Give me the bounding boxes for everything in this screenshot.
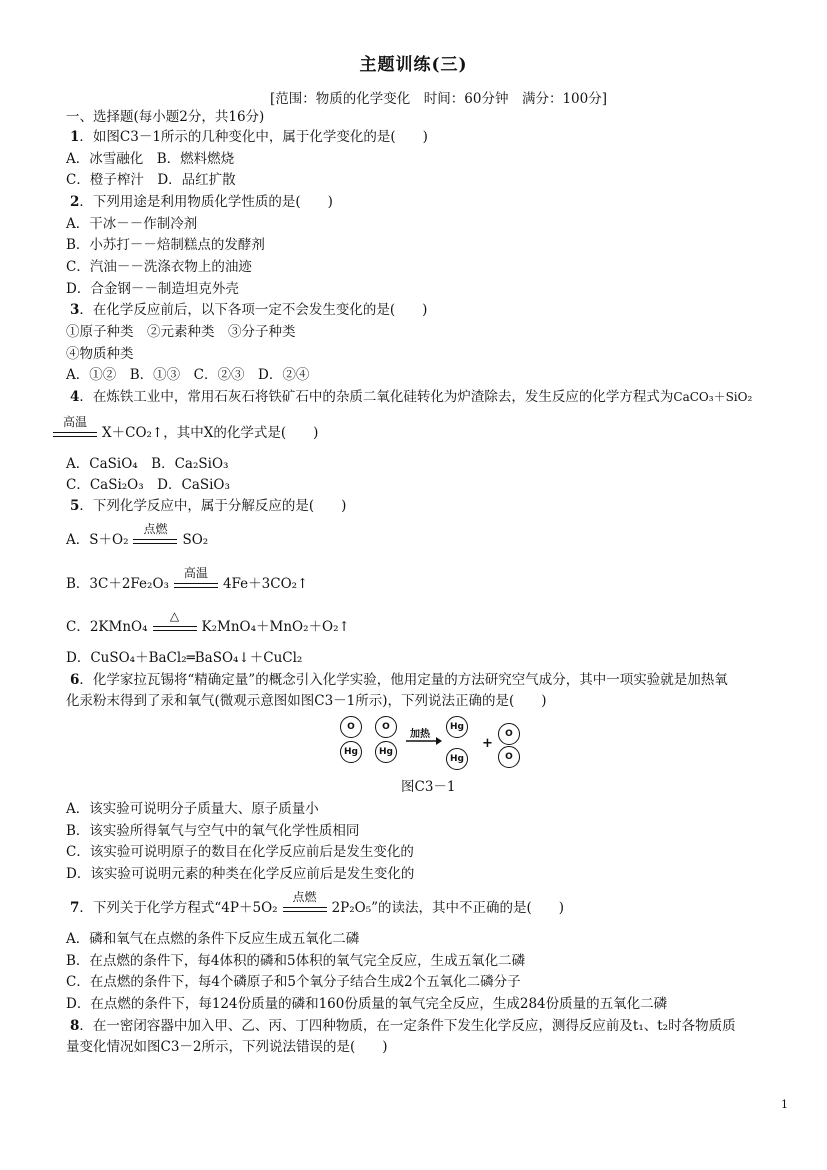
- question-1: [70, 128, 428, 146]
- question-4: [70, 388, 752, 406]
- option-a: A．干冰－－作制冷剂: [66, 216, 198, 232]
- option-c: [66, 608, 350, 636]
- question-number: 8: [70, 1018, 80, 1034]
- page-title: 主题训练(三): [359, 55, 468, 75]
- reaction-arrow: [153, 608, 197, 635]
- equation-right: SO₂: [182, 532, 209, 548]
- question-number: 5: [70, 498, 80, 514]
- heat-label: 加热: [410, 729, 430, 740]
- option-d: D．合金钢－－制造坦克外壳: [66, 281, 239, 297]
- question-stem: ．化学家拉瓦锡将“精确定量”的概念引入化学实验，他用定量的方法研究空气成分，其中一项实验就是加热氧: [79, 672, 728, 688]
- equation-line: [48, 414, 319, 442]
- question-stem: ．在炼铁工业中，常用石灰石将铁矿石中的杂质二氧化硅转化为炉渣除去，发生反应的化学方程式为: [79, 389, 674, 405]
- reaction-condition: 点燃: [143, 521, 168, 536]
- reaction-arrow: [133, 521, 177, 548]
- reaction-arrow: [53, 414, 97, 441]
- section-heading: 一、选择题(每小题2分，共16分): [66, 109, 265, 125]
- page-number: 1: [781, 1098, 788, 1111]
- equation-right: 4Fe＋3CO₂↑: [222, 576, 309, 592]
- question-5: [70, 497, 346, 515]
- oxygen-atom: O: [498, 723, 520, 745]
- question-number: 2: [70, 194, 80, 210]
- question-8: [70, 1017, 736, 1035]
- reaction-condition: 高温: [62, 414, 87, 429]
- question-number: 3: [70, 302, 80, 318]
- option-b: [66, 565, 309, 593]
- option-line: A．CaSiO₄ B．Ca₂SiO₃: [66, 456, 229, 472]
- question-stem-continued: 化汞粉末得到了汞和氧气(微观示意图如图C3－1所示)，下列说法正确的是( ): [66, 693, 547, 709]
- option-d: D．该实验可说明元素的种类在化学反应前后是发生变化的: [66, 866, 415, 882]
- figure-caption: 图C3－1: [401, 779, 456, 795]
- option-a: A．该实验可说明分子质量大、原子质量小: [66, 801, 319, 817]
- mercury-atom: Hg: [446, 748, 468, 770]
- question-stem-continued: 量变化情况如图C3－2所示，下列说法错误的是( ): [66, 1039, 388, 1055]
- option-c: C．汽油－－洗涤衣物上的油迹: [66, 259, 252, 275]
- option-c: C．该实验可说明原子的数目在化学反应前后是发生变化的: [66, 844, 414, 860]
- option-b: B．在点燃的条件下，每4体积的磷和5体积的氧气完全反应，生成五氧化二磷: [66, 953, 526, 969]
- mercury-atom: Hg: [340, 741, 362, 763]
- oxygen-atom: O: [498, 746, 520, 768]
- plus-sign: +: [482, 736, 493, 751]
- question-stem: ．下列化学反应中，属于分解反应的是( ): [79, 498, 347, 514]
- mercury-atom: Hg: [446, 716, 468, 738]
- equation-reactants: CaCO₃＋SiO₂: [673, 390, 753, 404]
- option-c: C．在点燃的条件下，每4个磷原子和5个氧分子结合生成2个五氧化二磷分子: [66, 974, 521, 990]
- question-number: 4: [70, 389, 80, 405]
- reaction-condition: 高温: [183, 565, 208, 580]
- option-d: D．在点燃的条件下，每124份质量的磷和160份质量的氧气完全反应，生成284份质量的五氧化二磷: [66, 996, 668, 1012]
- option-line: C．CaSi₂O₃ D．CaSiO₃: [66, 477, 230, 493]
- equation-right: K₂MnO₄＋MnO₂＋O₂↑: [201, 619, 350, 635]
- question-stem: ．如图C3－1所示的几种变化中，属于化学变化的是( ): [79, 129, 428, 145]
- option-line: A．冰雪融化 B．燃料燃烧: [66, 151, 235, 167]
- option-line: A．①② B．①③ C．②③ D．②④: [66, 367, 310, 383]
- question-3: [70, 301, 427, 319]
- question-stem: ．在化学反应前后，以下各项一定不会发生变化的是( ): [79, 302, 428, 318]
- question-stem-end: 2P₂O₅”的读法，其中不正确的是( ): [331, 900, 565, 916]
- statement-line: ④物质种类: [66, 346, 134, 362]
- equation-left: B．3C＋2Fe₂O₃: [66, 576, 169, 592]
- option-d: D．CuSO₄＋BaCl₂═BaSO₄↓＋CuCl₂: [66, 650, 303, 666]
- option-a: A．磷和氧气在点燃的条件下反应生成五氧化二磷: [66, 931, 360, 947]
- reaction-arrow: [283, 889, 327, 916]
- oxygen-atom: O: [375, 716, 397, 738]
- question-6: [70, 671, 728, 689]
- question-number: 7: [70, 900, 80, 916]
- statement-line: ①原子种类 ②元素种类 ③分子种类: [66, 324, 296, 340]
- equation-left: A．S＋O₂: [66, 532, 129, 548]
- mercury-atom: Hg: [375, 741, 397, 763]
- arrow-icon: [406, 736, 442, 746]
- oxygen-atom: O: [340, 716, 362, 738]
- option-a: [66, 521, 209, 549]
- option-b: B．小苏打－－焙制糕点的发酵剂: [66, 237, 265, 253]
- equation-continuation: X＋CO₂↑，其中X的化学式是( ): [102, 425, 319, 441]
- question-stem: ．下列关于化学方程式“4P＋5O₂: [79, 900, 278, 916]
- question-2: [70, 193, 333, 211]
- question-number: 6: [70, 672, 80, 688]
- option-line: C．橙子榨汁 D．品红扩散: [66, 172, 236, 188]
- question-7: [70, 889, 565, 917]
- reaction-condition: △: [169, 608, 180, 623]
- question-stem: ．下列用途是利用物质化学性质的是( ): [79, 194, 333, 210]
- question-number: 1: [70, 129, 80, 145]
- reaction-condition: 点燃: [292, 889, 317, 904]
- equation-left: C．2KMnO₄: [66, 619, 148, 635]
- option-b: B．该实验所得氧气与空气中的氧气化学性质相同: [66, 823, 360, 839]
- reaction-arrow: [174, 565, 218, 592]
- page-subtitle: [范围：物质的化学变化 时间：60分钟 满分：100分]: [270, 91, 607, 107]
- question-stem: ．在一密闭容器中加入甲、乙、丙、丁四种物质，在一定条件下发生化学反应，测得反应前及t₁、t₂时各物质质: [79, 1018, 736, 1034]
